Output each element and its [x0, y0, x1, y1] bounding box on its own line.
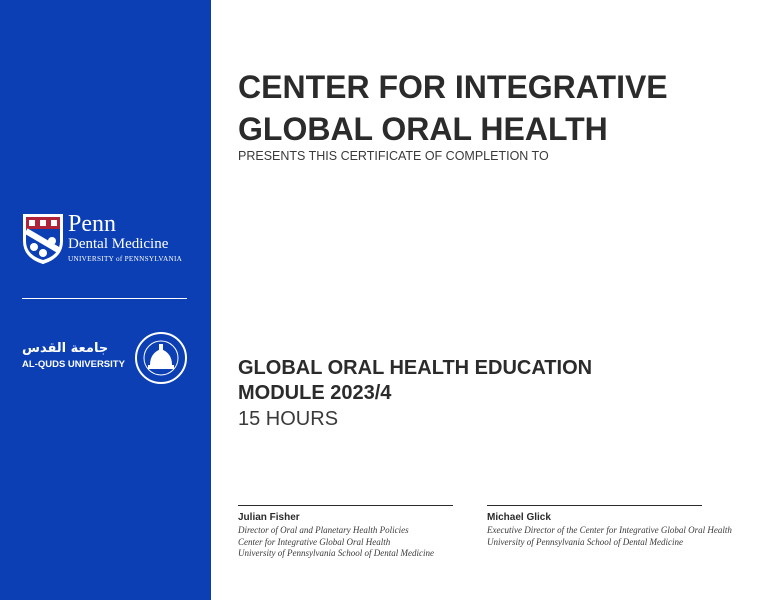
alquds-seal-icon: [134, 331, 188, 385]
title-line-2: GLOBAL ORAL HEALTH: [238, 111, 608, 147]
signatory-title-line: Center for Integrative Global Oral Health: [238, 536, 391, 547]
signatory-title-line: University of Pennsylvania School of Dental Medicine: [487, 536, 683, 547]
certificate-title: [238, 66, 668, 150]
module-line-1: GLOBAL ORAL HEALTH EDUCATION: [238, 357, 593, 379]
penn-dental-logo: [22, 213, 192, 273]
alquds-english-name: AL-QUDS UNIVERSITY: [22, 359, 125, 370]
signatory-title-line: Executive Director of the Center for Integrative Global Oral Health: [487, 525, 732, 535]
penn-wordmark: Penn: [68, 211, 116, 237]
penn-shield-icon: [22, 213, 64, 265]
alquds-logo: [22, 331, 192, 386]
signature-block-glick: [487, 505, 732, 548]
sidebar-divider: [22, 298, 187, 299]
signatory-title-line: Director of Oral and Planetary Health Policies: [238, 525, 409, 535]
signature-block-fisher: [238, 505, 453, 560]
module-hours: 15 HOURS: [238, 408, 339, 430]
penn-school-name: Dental Medicine: [68, 236, 169, 252]
sidebar-panel: [0, 0, 211, 600]
alquds-arabic-name: جامعة القدس: [22, 341, 109, 356]
signatory-title-line: University of Pennsylvania School of Dental Medicine: [238, 548, 434, 558]
module-title: [238, 356, 592, 406]
penn-university-name: UNIVERSITY of PENNSYLVANIA: [68, 255, 183, 263]
signatory-name: Michael Glick: [487, 512, 551, 523]
module-line-2: MODULE 2023/4: [238, 382, 392, 404]
title-line-1: CENTER FOR INTEGRATIVE: [238, 69, 668, 105]
certificate-subtitle: PRESENTS THIS CERTIFICATE OF COMPLETION TO: [238, 149, 549, 163]
signatory-name: Julian Fisher: [238, 512, 300, 523]
